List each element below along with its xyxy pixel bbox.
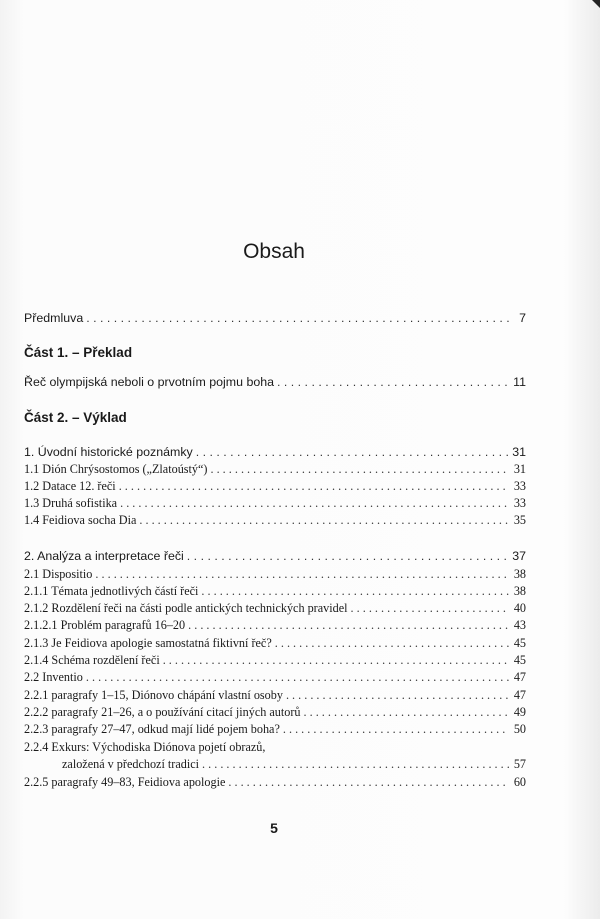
scan-corner-shadow	[592, 0, 600, 8]
toc-entry-2-2-5: 2.2.5 paragrafy 49–83, Feidiova apologie . . . 60	[24, 775, 526, 793]
toc-entry-2-2-4-cont: založená v předchozí tradici . . . 57	[62, 757, 526, 775]
leader-dots	[86, 670, 509, 685]
toc-entry-rec: Řeč olympijská neboli o prvotním pojmu boha . . . 11	[24, 375, 526, 393]
leader-dots	[210, 462, 509, 477]
leader-dots	[86, 311, 509, 325]
leader-dots	[277, 375, 509, 389]
part-heading-2: Část 2. – Výklad	[24, 410, 127, 425]
page-number: 5	[270, 820, 278, 836]
leader-dots	[228, 775, 509, 790]
toc-entry-2-2-1: 2.2.1 paragrafy 1–15, Diónovo chápání vlastní osoby . . . 47	[24, 688, 526, 706]
toc-entry-2-2: 2.2 Inventio . . . 47	[24, 670, 526, 688]
leader-dots	[351, 601, 509, 616]
leader-dots	[201, 584, 509, 599]
leader-dots	[283, 722, 509, 737]
part-heading-1: Část 1. – Překlad	[24, 345, 133, 360]
toc-entry-1-1: 1.1 Dión Chrýsostomos („Zlatoústý“) . . . 31	[24, 462, 526, 480]
toc-entry-2: 2. Analýza a interpretace řeči . . . 37	[24, 549, 526, 567]
toc-entry-predmluva: Předmluva . . . 7	[24, 311, 526, 329]
toc-entry-1-3: 1.3 Druhá sofistika . . . 33	[24, 496, 526, 514]
toc-entry-1-2: 1.2 Datace 12. řeči . . . 33	[24, 479, 526, 497]
leader-dots	[188, 618, 509, 633]
leader-dots	[196, 445, 509, 459]
toc-entry-2-1: 2.1 Dispositio . . . 38	[24, 567, 526, 585]
toc-entry-2-2-4: 2.2.4 Exkurs: Východiska Diónova pojetí obrazů,	[24, 740, 266, 754]
toc-entry-2-2-3: 2.2.3 paragrafy 27–47, odkud mají lidé pojem boha? . . . 50	[24, 722, 526, 740]
page-title: Obsah	[243, 240, 305, 263]
leader-dots	[286, 688, 509, 703]
toc-entry-2-1-4: 2.1.4 Schéma rozdělení řeči . . . 45	[24, 653, 526, 671]
toc-entry-2-1-3: 2.1.3 Je Feidiova apologie samostatná fiktivní řeč? . . . 45	[24, 636, 526, 654]
toc-entry-1: 1. Úvodní historické poznámky . . . 31	[24, 445, 526, 463]
leader-dots	[304, 705, 510, 720]
leader-dots	[95, 567, 509, 582]
leader-dots	[163, 653, 509, 668]
leader-dots	[202, 757, 509, 772]
toc-entry-2-1-1: 2.1.1 Témata jednotlivých částí řeči . . . 38	[24, 584, 526, 602]
toc-entry-2-2-2: 2.2.2 paragrafy 21–26, a o používání citací jiných autorů . . . 49	[24, 705, 526, 723]
leader-dots	[275, 636, 509, 651]
leader-dots	[139, 513, 509, 528]
toc-entry-2-1-2: 2.1.2 Rozdělení řeči na části podle antických technických pravidel . . . 40	[24, 601, 526, 619]
leader-dots	[120, 496, 509, 511]
toc-entry-1-4: 1.4 Feidiova socha Dia . . . 35	[24, 513, 526, 531]
leader-dots	[119, 479, 509, 494]
leader-dots	[187, 549, 509, 563]
toc-entry-2-1-2-1: 2.1.2.1 Problém paragrafů 16–20 . . . 43	[24, 618, 526, 636]
